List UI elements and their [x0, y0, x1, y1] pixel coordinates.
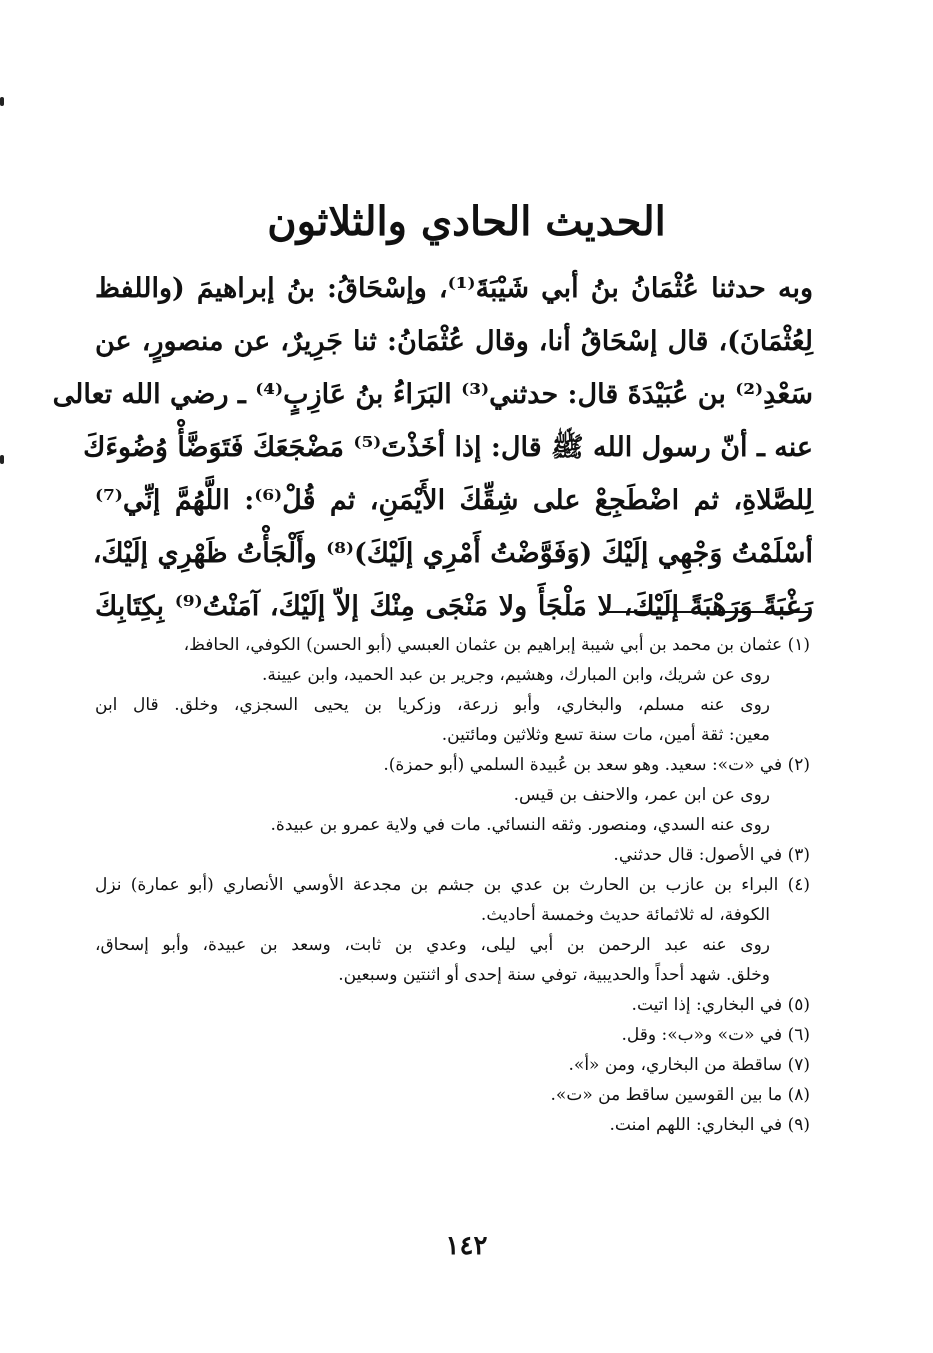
footnotes	[95, 630, 810, 1140]
footnote-line: (٣) في الأصول: قال حدثني.	[613, 845, 810, 865]
footnote-line: روى عنه عبد الرحمن بن أبي ليلى، وعدي بن ثابت، وسعد بن عبيدة، وأبو إسحاق،	[95, 935, 770, 955]
footnote-5	[95, 990, 810, 1020]
footnote-4	[95, 870, 810, 990]
hadith-line: لِعُثْمَانَ)، قال إسْحَاقُ أنا، وقال عُثْمَانُ: ثنا جَرِيرٌ، عن منصورٍ، عن	[95, 326, 813, 357]
footnote-line: معين: ثقة أمين، مات سنة تسع وثلاثين ومائتين.	[441, 725, 770, 745]
hadith-line: رَغْبَةً وَرَهْبَةً إلَيْكَ، لا مَلْجَأَ ولا مَنْجَى مِنْكَ إلاّ إلَيْكَ، آمَنْتُ⁽⁹⁾ بِكِتَابِكَ	[95, 591, 813, 622]
footnote-6	[95, 1020, 810, 1050]
footnote-2	[95, 750, 810, 840]
footnote-line: الكوفة، له ثلاثمائة حديث وخمسة أحاديث.	[480, 905, 770, 925]
footnote-line: (٢) في «ت»: سعيد. وهو سعد بن عُبيدة السلمي (أبو حمزة).	[383, 755, 810, 775]
footnote-line: (٦) في «ت» و«ب»: وقل.	[621, 1025, 810, 1045]
footnote-line: روى عن ابن عمر، والاحنف بن قيس.	[513, 785, 770, 805]
hadith-title: الحديث الحادي والثلاثون	[267, 198, 666, 245]
footnote-line: (٨) ما بين القوسين ساقط من «ت».	[550, 1085, 810, 1105]
scan-edge-mark	[0, 97, 4, 106]
footnote-line: روى عنه السدي، ومنصور. وثقه النسائي. مات في ولاية عمرو بن عبيدة.	[270, 815, 770, 835]
footnote-line: (٩) في البخاري: اللهم امنت.	[609, 1115, 810, 1135]
page-number: ١٤٢	[445, 1231, 488, 1261]
footnote-line: وخلق. شهد أحداً والحديبية، توفي سنة إحدى أو اثنتين وسبعين.	[338, 965, 770, 985]
footnote-line: (٤) البراء بن عازب بن الحارث بن عدي بن جشم بن مجدعة الأوسي الأنصاري (أبو عمارة) نزل	[95, 875, 810, 895]
hadith-text	[52, 262, 813, 633]
footnote-line: (٧) ساقطة من البخاري، ومن «أ».	[568, 1055, 810, 1075]
hadith-line: وبه حدثنا عُثْمَانُ بنُ أبي شَيْبَةَ⁽¹⁾، وإسْحَاقُ: بنُ إبراهيمَ (واللفظ	[95, 273, 813, 304]
footnote-line: (٥) في البخاري: إذا اتيت.	[631, 995, 810, 1015]
footnote-8	[95, 1080, 810, 1110]
footnote-line: روى عن شريك، وابن المبارك، وهشيم، وجرير بن عبد الحميد، وابن عيينة.	[261, 665, 770, 685]
footnote-3	[95, 840, 810, 870]
footnote-1	[95, 630, 810, 750]
scan-edge-mark	[0, 455, 4, 464]
hadith-line: لِلصَّلاةِ، ثم اضْطَجِعْ على شِقِّكَ الأَيْمَنِ، ثم قُلْ⁽⁶⁾: اللَّهُمَّ إنِّي⁽⁷⁾	[95, 485, 813, 516]
hadith-line: سَعْدِ⁽²⁾ بن عُبَيْدَةَ قال: حدثني⁽³⁾ البَرَاءُ بنُ عَازِبٍ⁽⁴⁾ ـ رضي الله تعالى	[52, 379, 813, 410]
footnote-separator	[603, 611, 810, 613]
footnote-line: (١) عثمان بن محمد بن أبي شيبة إبراهيم بن عثمان العبسي (أبو الحسن) الكوفي، الحافظ،	[183, 635, 810, 655]
hadith-line: أسْلَمْتُ وَجْهِي إلَيْكَ (وَفَوَّضْتُ أَمْرِي إلَيْكَ)⁽⁸⁾ وأَلْجَأْتُ ظَهْرِي إلَيْكَ،	[92, 538, 813, 569]
footnote-7	[95, 1050, 810, 1080]
hadith-line: عنه ـ أنّ رسول الله ﷺ قال: إذا أخَذْتَ⁽⁵⁾ مَضْجَعَكَ فَتَوَضَّأْ وُضُوءَكَ	[83, 432, 813, 463]
footnote-9	[95, 1110, 810, 1140]
footnote-line: روى عنه مسلم، والبخاري، وأبو زرعة، وزكريا بن يحيى السجزي، وخلق. قال ابن	[95, 695, 770, 715]
